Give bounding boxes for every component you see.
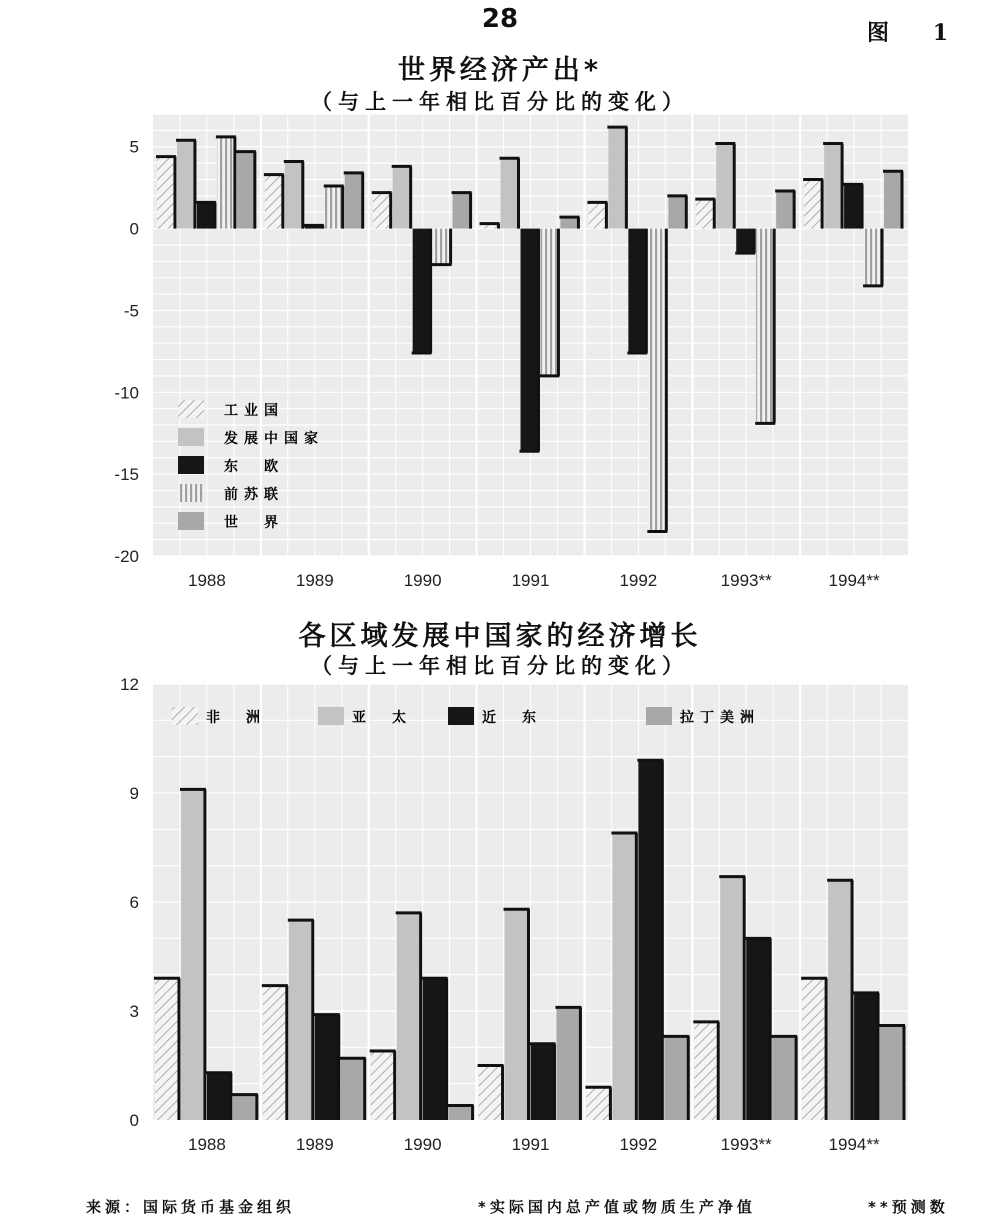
bar-africa-1 xyxy=(263,986,287,1120)
bar-asia_pacific-4 xyxy=(612,833,636,1120)
bar-latin_america-5 xyxy=(772,1036,796,1120)
bar-latin_america-4 xyxy=(664,1036,688,1120)
legend-swatch-africa xyxy=(172,707,198,725)
y-tick-label: -10 xyxy=(114,383,139,403)
bar-asia_pacific-5 xyxy=(720,877,744,1120)
x-tick-label: 1989 xyxy=(295,1135,334,1154)
legend-swatch-latin_america xyxy=(646,707,672,725)
x-tick-label: 1989 xyxy=(295,571,334,590)
bar-asia_pacific-0 xyxy=(181,789,205,1120)
x-tick-label: 1988 xyxy=(188,1135,226,1154)
figure-label: 图 1 xyxy=(867,20,966,46)
bar-asia_pacific-1 xyxy=(289,920,313,1120)
footer-note-star: *实际国内总产值或物质生产净值 xyxy=(478,1198,756,1216)
legend-label-eastern_europe: 东 欧 xyxy=(224,459,284,475)
bar-africa-5 xyxy=(694,1022,718,1120)
y-tick-label: 9 xyxy=(129,784,139,803)
y-tick-label: 6 xyxy=(129,893,139,912)
y-tick-label: -5 xyxy=(123,301,139,321)
y-tick-label: 5 xyxy=(129,137,139,157)
page-number: 28 xyxy=(481,4,519,34)
chart1-title: 世界经济产出* xyxy=(397,55,603,86)
x-tick-label: 1990 xyxy=(403,571,442,590)
chart1-subtitle: （与上一年相比百分比的变化） xyxy=(311,90,689,114)
x-tick-label: 1991 xyxy=(511,571,550,590)
legend-label-asia_pacific: 亚 太 xyxy=(352,710,412,726)
y-tick-label: 0 xyxy=(129,219,139,239)
bar-asia_pacific-6 xyxy=(828,880,852,1120)
bar-latin_america-6 xyxy=(880,1026,904,1120)
legend-swatch-middle_east xyxy=(448,707,474,725)
footer-note-forecast: **预测数 xyxy=(868,1198,949,1216)
bar-asia_pacific-3 xyxy=(505,909,529,1120)
x-tick-label: 1992 xyxy=(619,1135,658,1154)
bar-latin_america-3 xyxy=(556,1007,580,1120)
bar-middle_east-1 xyxy=(315,1015,339,1120)
y-tick-label: 3 xyxy=(129,1002,139,1021)
legend-label-former_ussr: 前苏联 xyxy=(224,487,284,503)
x-tick-label: 1990 xyxy=(403,1135,442,1154)
bar-latin_america-1 xyxy=(341,1058,365,1120)
bar-middle_east-0 xyxy=(207,1073,231,1120)
bar-africa-3 xyxy=(479,1066,503,1121)
bar-africa-6 xyxy=(802,978,826,1120)
legend-label-latin_america: 拉丁美洲 xyxy=(680,710,760,726)
bar-latin_america-2 xyxy=(449,1105,473,1120)
bar-africa-0 xyxy=(155,978,179,1120)
legend-label-world: 世 界 xyxy=(224,515,284,531)
bar-africa-4 xyxy=(586,1087,610,1120)
x-tick-label: 1994** xyxy=(828,571,880,590)
bar-middle_east-4 xyxy=(638,760,662,1120)
bar-middle_east-2 xyxy=(423,978,447,1120)
bar-africa-2 xyxy=(371,1051,395,1120)
x-tick-label: 1993** xyxy=(720,571,772,590)
legend-label-industrial: 工业国 xyxy=(224,403,284,419)
bar-middle_east-6 xyxy=(854,993,878,1120)
legend-label-developing: 发展中国家 xyxy=(224,431,324,447)
chart2-subtitle: （与上一年相比百分比的变化） xyxy=(311,654,689,678)
y-tick-label: -20 xyxy=(114,547,139,566)
x-tick-label: 1994** xyxy=(828,1135,880,1154)
x-tick-label: 1993** xyxy=(720,1135,772,1154)
chart2-title: 各区域发展中国家的经济增长 xyxy=(298,621,702,652)
bar-latin_america-0 xyxy=(233,1095,257,1120)
x-tick-label: 1991 xyxy=(511,1135,550,1154)
bar-middle_east-5 xyxy=(746,938,770,1120)
bar-middle_east-3 xyxy=(531,1044,555,1120)
footer-source: 来源：国际货币基金组织 xyxy=(86,1198,296,1216)
bar-asia_pacific-2 xyxy=(397,913,421,1120)
x-tick-label: 1992 xyxy=(619,571,658,590)
legend-swatch-asia_pacific xyxy=(318,707,344,725)
y-tick-label: -15 xyxy=(114,465,139,485)
legend-label-africa: 非 洲 xyxy=(206,710,266,726)
y-tick-label: 0 xyxy=(129,1111,139,1130)
x-tick-label: 1988 xyxy=(188,571,226,590)
y-tick-label: 12 xyxy=(120,675,139,694)
legend-label-middle_east: 近 东 xyxy=(482,710,542,726)
